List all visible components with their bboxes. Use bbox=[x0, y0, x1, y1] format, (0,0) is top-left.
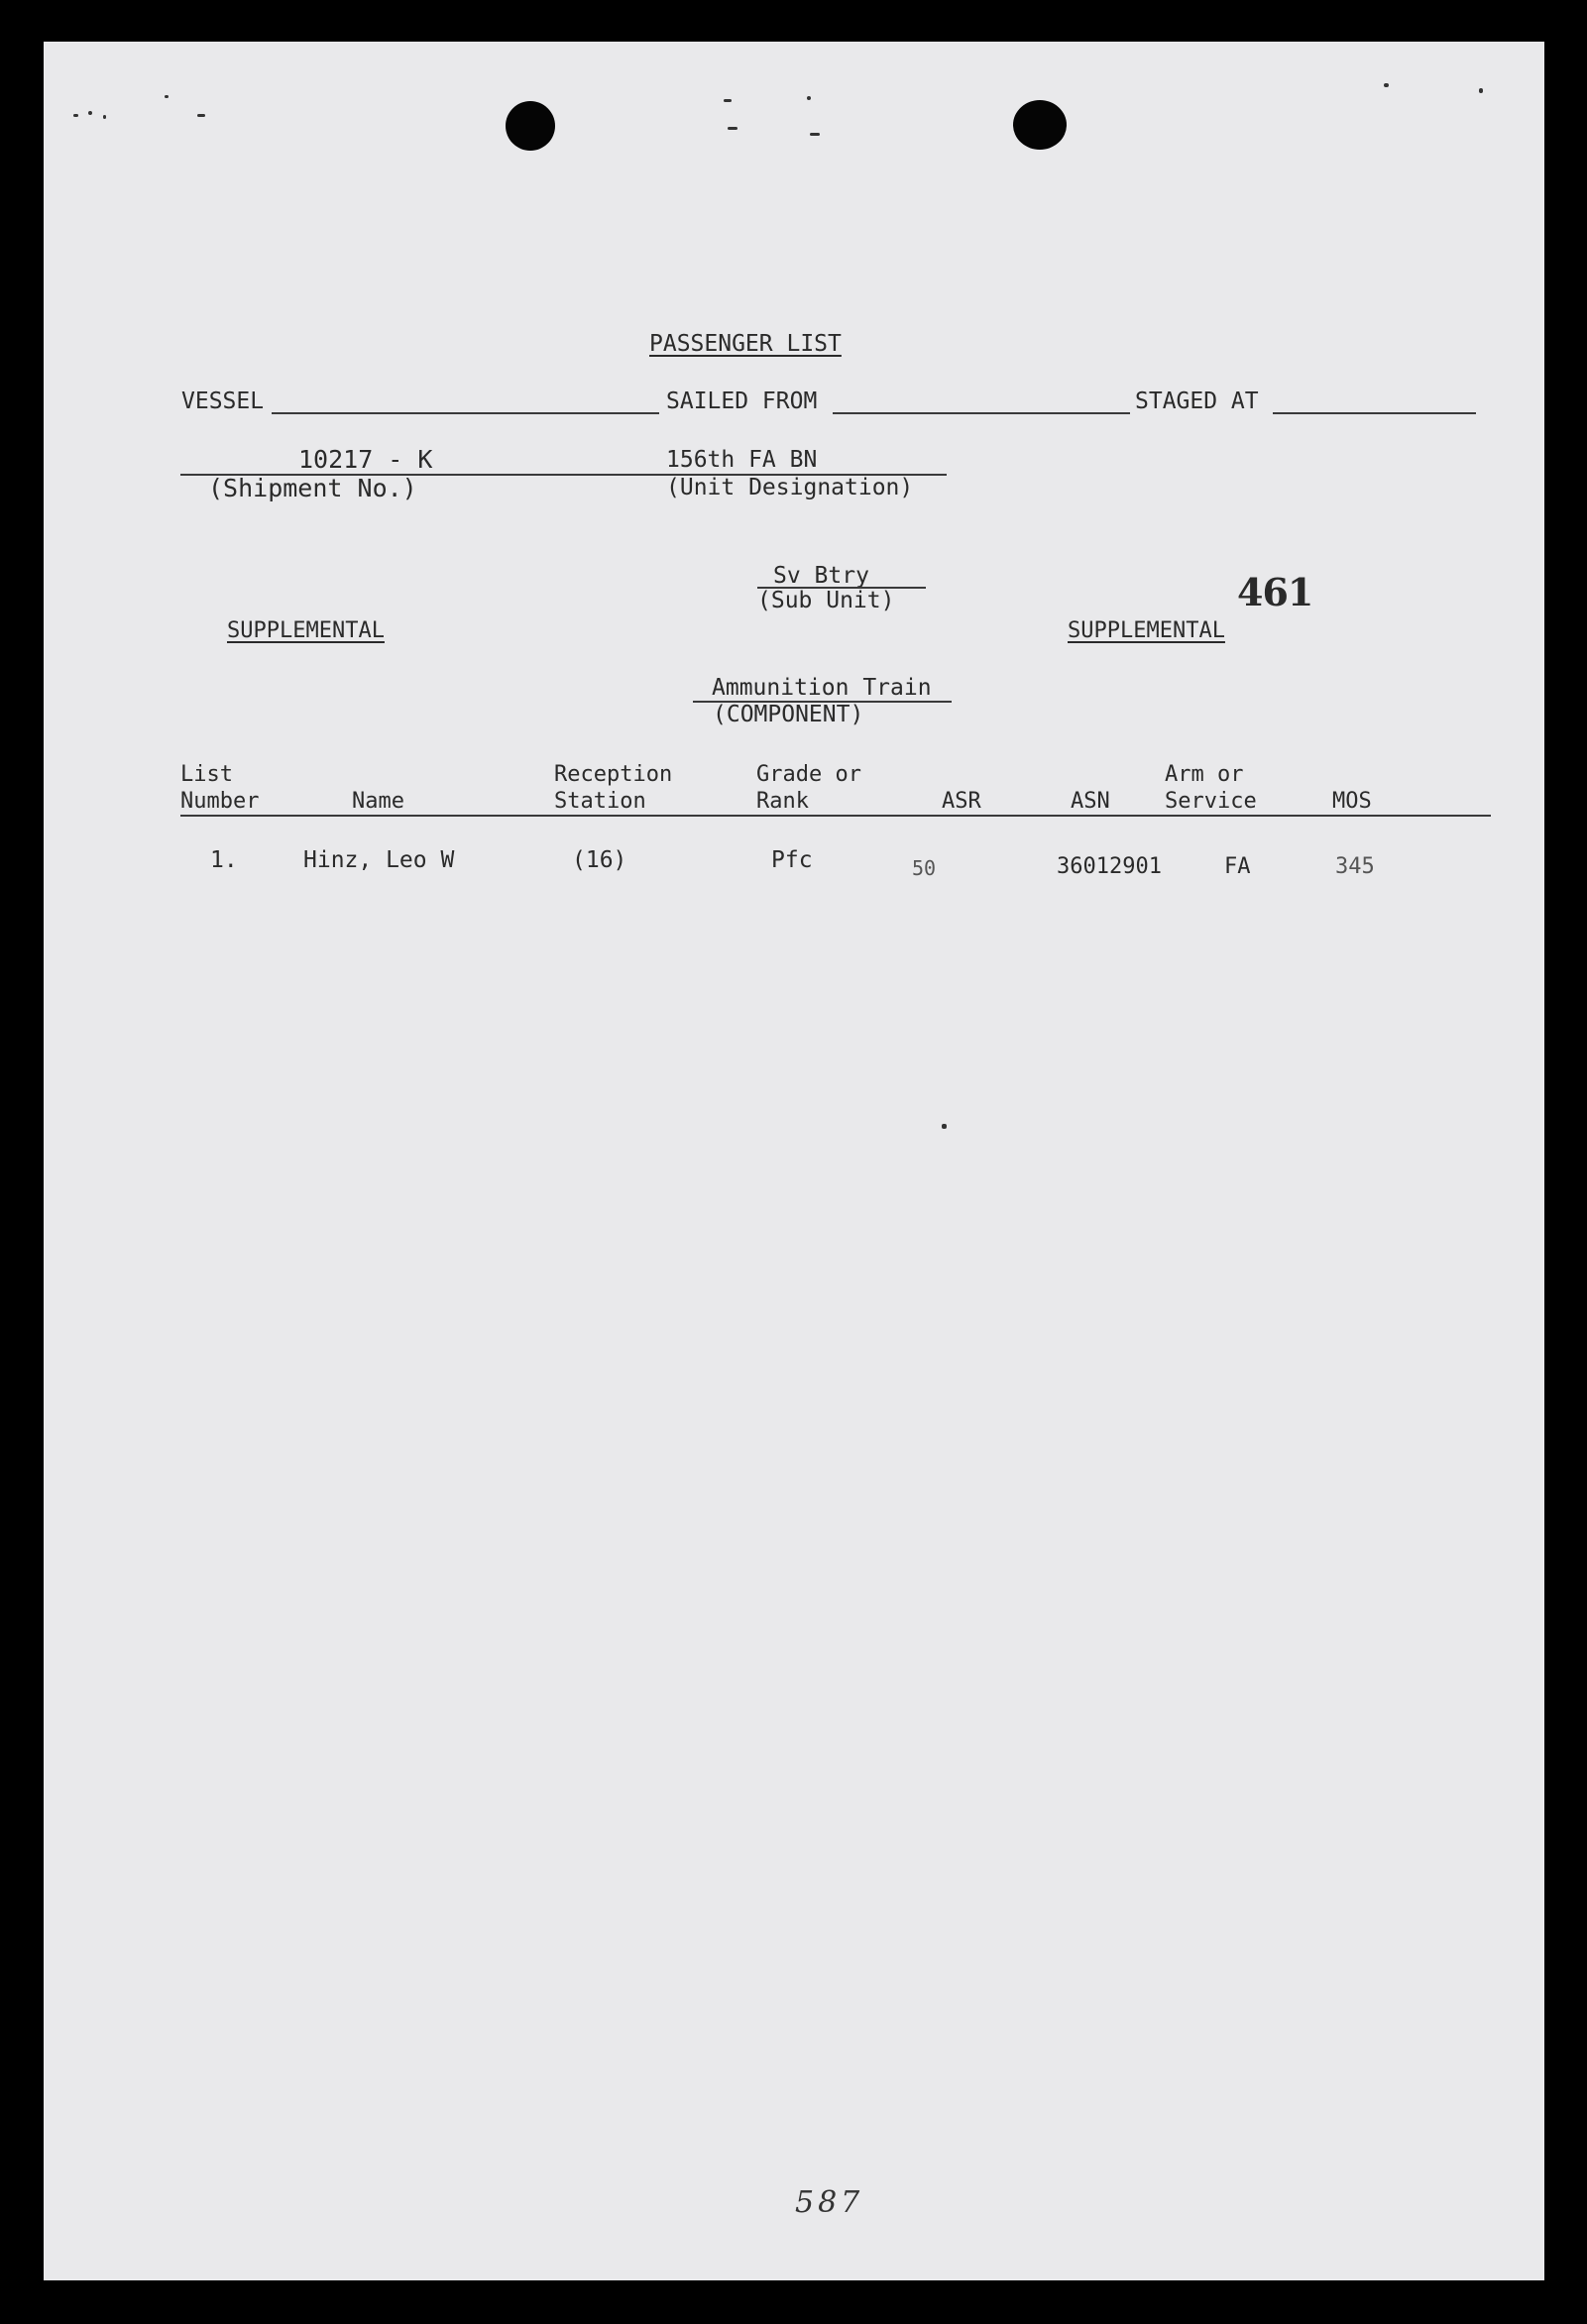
shipment-no-caption: (Shipment No.) bbox=[208, 474, 417, 502]
speck bbox=[724, 99, 732, 102]
header-asn: ASN bbox=[1071, 789, 1110, 814]
sailed-from-label: SAILED FROM bbox=[666, 388, 818, 414]
speck bbox=[103, 115, 106, 119]
header-list-number-1: List bbox=[180, 762, 233, 787]
cell-reception-station: (16) bbox=[572, 847, 627, 873]
cell-grade: Pfc bbox=[771, 847, 813, 873]
header-name: Name bbox=[352, 789, 404, 814]
sub-unit-caption: (Sub Unit) bbox=[757, 588, 895, 613]
speck bbox=[807, 96, 811, 100]
unit-designation-value: 156th FA BN bbox=[666, 447, 818, 473]
supplemental-left: SUPPLEMENTAL bbox=[227, 618, 385, 643]
header-list-number-2: Number bbox=[180, 789, 260, 814]
speck bbox=[810, 133, 820, 136]
speck bbox=[197, 114, 205, 117]
page-number: 587 bbox=[795, 2185, 864, 2220]
header-mos: MOS bbox=[1332, 789, 1372, 814]
header-underline bbox=[180, 815, 1491, 817]
header-reception-2: Station bbox=[554, 789, 646, 814]
header-grade-2: Rank bbox=[756, 789, 809, 814]
cell-list-number: 1. bbox=[210, 847, 238, 873]
page-title: PASSENGER LIST bbox=[649, 331, 842, 357]
vessel-line bbox=[272, 412, 659, 414]
supplemental-right: SUPPLEMENTAL bbox=[1068, 618, 1225, 643]
document-page bbox=[44, 42, 1544, 2280]
speck bbox=[88, 111, 92, 115]
cell-asn: 36012901 bbox=[1057, 854, 1162, 879]
header-reception-1: Reception bbox=[554, 762, 673, 787]
unit-designation-caption: (Unit Designation) bbox=[666, 475, 914, 500]
component-caption: (COMPONENT) bbox=[713, 702, 864, 727]
speck bbox=[728, 127, 737, 130]
header-arm-1: Arm or bbox=[1165, 762, 1244, 787]
sub-unit-value: Sv Btry bbox=[773, 563, 869, 589]
component-value: Ammunition Train bbox=[712, 675, 932, 701]
cell-name: Hinz, Leo W bbox=[303, 847, 455, 873]
header-asr: ASR bbox=[942, 789, 981, 814]
header-arm-2: Service bbox=[1165, 789, 1257, 814]
punch-hole-right bbox=[1013, 100, 1067, 150]
speck bbox=[1479, 88, 1483, 93]
sailed-from-line bbox=[833, 412, 1130, 414]
punch-hole-left bbox=[506, 101, 555, 151]
staged-at-label: STAGED AT bbox=[1135, 388, 1259, 414]
cell-asr: 50 bbox=[912, 856, 937, 880]
speck bbox=[1384, 83, 1389, 87]
speck bbox=[165, 95, 169, 98]
speck bbox=[73, 114, 78, 117]
shipment-no-value: 10217 - K bbox=[298, 445, 433, 474]
cell-mos: 345 bbox=[1335, 854, 1375, 879]
cell-arm: FA bbox=[1224, 854, 1251, 879]
stamp-number: 461 bbox=[1237, 570, 1313, 614]
staged-at-line bbox=[1273, 412, 1476, 414]
speck bbox=[942, 1124, 947, 1129]
header-grade-1: Grade or bbox=[756, 762, 861, 787]
vessel-label: VESSEL bbox=[181, 388, 265, 414]
